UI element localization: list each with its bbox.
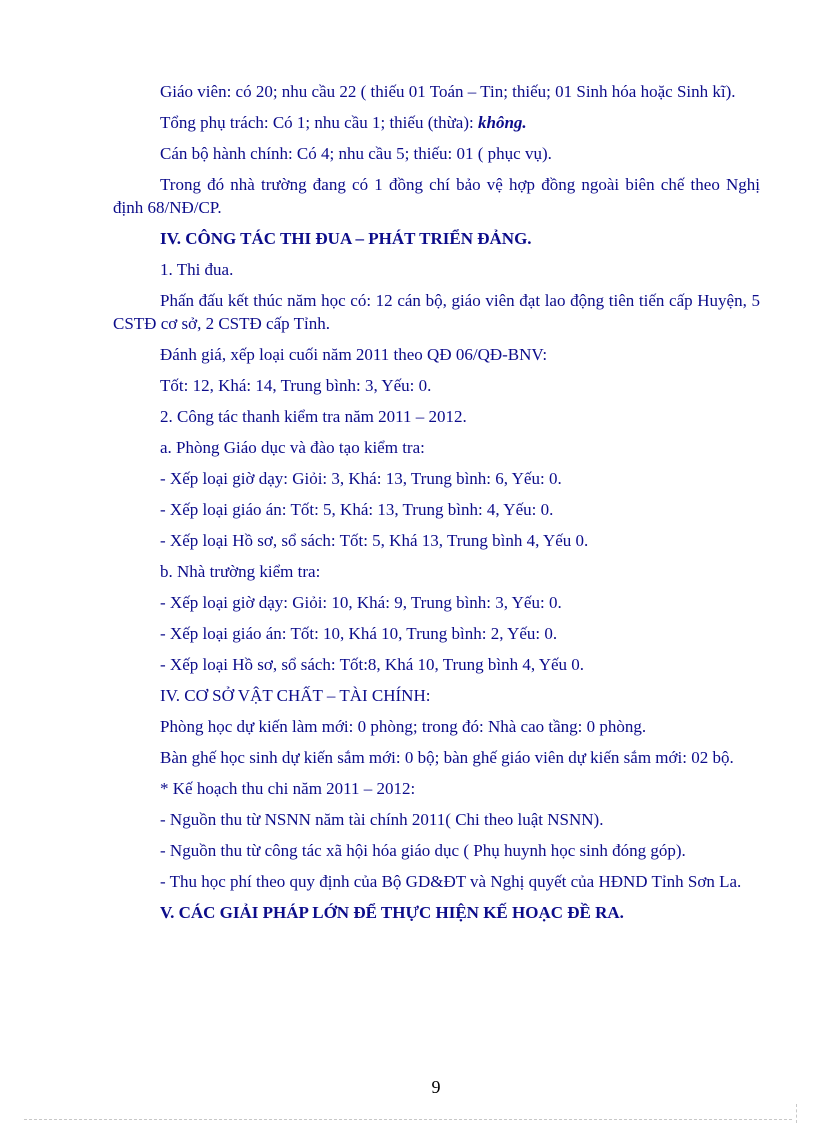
subheading-emulation: 1. Thi đua.	[160, 260, 234, 279]
list-item: - Xếp loại giáo án: Tốt: 5, Khá: 13, Trung bình: 4, Yếu: 0.	[160, 500, 554, 519]
list-item: - Xếp loại giờ dạy: Giỏi: 3, Khá: 13, Trung bình: 6, Yếu: 0.	[160, 469, 562, 488]
footer-divider	[24, 1119, 792, 1120]
general-supervisor-text: Tổng phụ trách: Có 1; nhu cầu 1; thiếu (thừa):	[160, 113, 478, 132]
heading-emulation-party: IV. CÔNG TÁC THI ĐUA – PHÁT TRIỂN ĐẢNG.	[160, 229, 532, 248]
list-item: - Xếp loại Hồ sơ, sổ sách: Tốt:8, Khá 10, Trung bình 4, Yếu 0.	[160, 655, 585, 674]
paragraph-teachers: Giáo viên: có 20; nhu cầu 22 ( thiếu 01 Toán – Tin; thiếu; 01 Sinh hóa hoặc Sinh kĩ).	[160, 82, 736, 101]
subheading-budget-plan: * Kế hoạch thu chi năm 2011 – 2012:	[160, 779, 416, 798]
list-item: - Xếp loại giờ dạy: Giỏi: 10, Khá: 9, Trung bình: 3, Yếu: 0.	[160, 593, 562, 612]
subheading-inspection: 2. Công tác thanh kiểm tra năm 2011 – 2012.	[160, 407, 467, 426]
page-number: 9	[431, 1077, 441, 1097]
list-item: - Xếp loại Hồ sơ, sổ sách: Tốt: 5, Khá 13, Trung bình 4, Yếu 0.	[160, 531, 589, 550]
subheading-department-inspection: a. Phòng Giáo dục và đào tạo kiểm tra:	[160, 438, 425, 457]
list-item: - Xếp loại giáo án: Tốt: 10, Khá 10, Trung bình: 2, Yếu: 0.	[160, 624, 558, 643]
general-supervisor-emphasis: không.	[477, 113, 527, 132]
paragraph-security-contract: Trong đó nhà trường đang có 1 đồng chí bảo vệ hợp đồng ngoài biên chế theo Nghị định 68/NĐ/CP.	[113, 175, 760, 217]
list-item: - Thu học phí theo quy định của Bộ GD&ĐT và Nghị quyết của HĐND Tỉnh Sơn La.	[160, 872, 742, 891]
paragraph-admin-staff: Cán bộ hành chính: Có 4; nhu cầu 5; thiếu: 01 ( phục vụ).	[160, 144, 552, 163]
subheading-school-inspection: b. Nhà trường kiểm tra:	[160, 562, 321, 581]
paragraph-emulation-goal: Phấn đấu kết thúc năm học có: 12 cán bộ, giáo viên đạt lao động tiên tiến cấp Huyện, 5 CSTĐ cơ sở, 2 CSTĐ cấp Tỉnh.	[113, 291, 760, 333]
page-edge-divider	[796, 1104, 797, 1123]
list-item: - Nguồn thu từ công tác xã hội hóa giáo dục ( Phụ huynh học sinh đóng góp).	[160, 841, 686, 860]
list-item: - Nguồn thu từ NSNN năm tài chính 2011( Chi theo luật NSNN).	[160, 810, 604, 829]
heading-major-solutions: V. CÁC GIẢI PHÁP LỚN ĐỂ THỰC HIỆN KẾ HOẠC ĐỀ RA.	[160, 903, 624, 922]
paragraph-evaluation: Đánh giá, xếp loại cuối năm 2011 theo QĐ 06/QĐ-BNV:	[160, 345, 548, 364]
paragraph-general-supervisor	[113, 111, 760, 134]
paragraph-evaluation-result: Tốt: 12, Khá: 14, Trung bình: 3, Yếu: 0.	[160, 376, 432, 395]
document-body	[113, 80, 760, 932]
heading-facilities-finance: IV. CƠ SỞ VẬT CHẤT – TÀI CHÍNH:	[160, 686, 431, 705]
paragraph-furniture: Bàn ghế học sinh dự kiến sắm mới: 0 bộ; bàn ghế giáo viên dự kiến sắm mới: 02 bộ.	[160, 748, 734, 767]
paragraph-classrooms: Phòng học dự kiến làm mới: 0 phòng; trong đó: Nhà cao tầng: 0 phòng.	[160, 717, 647, 736]
